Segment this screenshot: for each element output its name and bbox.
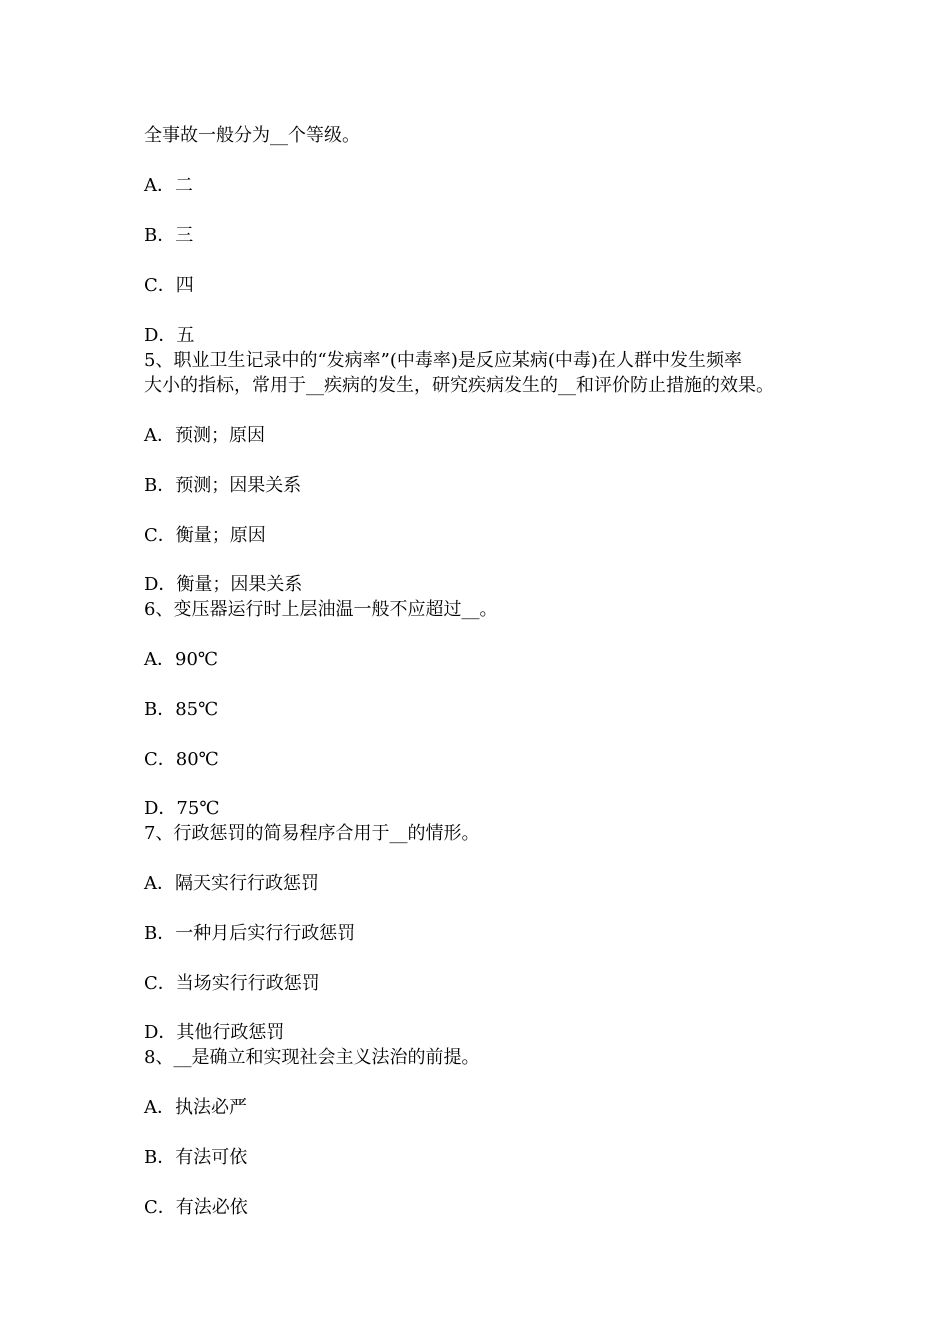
question-4-option-c: C．四: [144, 275, 194, 296]
question-7-option-a: A．隔天实行行政惩罚: [144, 873, 319, 894]
question-8-stem: 8、__是确立和实现社会主义法治的前提。: [144, 1047, 480, 1068]
question-5-option-d: D．衡量；因果关系: [144, 574, 303, 595]
question-8-option-c: C．有法必依: [144, 1197, 248, 1218]
question-6-option-a: A．90℃: [144, 649, 219, 670]
question-7-option-b: B．一种月后实行行政惩罚: [144, 923, 356, 944]
question-6-stem: 6、变压器运行时上层油温一般不应超过__。: [144, 599, 498, 620]
question-4-stem-tail: 全事故一般分为__个等级。: [144, 125, 360, 146]
question-5-stem-line-2: 大小的指标，常用于__疾病的发生，研究疾病发生的__和评价防止措施的效果。: [144, 375, 774, 396]
question-7-option-d: D．其他行政惩罚: [144, 1022, 285, 1043]
question-4-option-d: D．五: [144, 325, 195, 346]
question-4-option-b: B．三: [144, 225, 194, 246]
question-5-option-c: C．衡量；原因: [144, 525, 266, 546]
question-7-stem: 7、行政惩罚的简易程序合用于__的情形。: [144, 823, 480, 844]
question-4-option-a: A．二: [144, 175, 193, 196]
question-5-option-a: A．预测；原因: [144, 425, 265, 446]
question-8-option-b: B．有法可依: [144, 1147, 248, 1168]
question-6-option-b: B．85℃: [144, 699, 219, 720]
question-8-option-a: A．执法必严: [144, 1097, 247, 1118]
question-5-option-b: B．预测；因果关系: [144, 475, 302, 496]
question-7-option-c: C．当场实行行政惩罚: [144, 973, 320, 994]
question-5-stem-line-1: 5、职业卫生记录中的“发病率”(中毒率)是反应某病(中毒)在人群中发生频率: [144, 350, 742, 371]
question-6-option-c: C．80℃: [144, 749, 219, 770]
question-6-option-d: D．75℃: [144, 798, 220, 819]
